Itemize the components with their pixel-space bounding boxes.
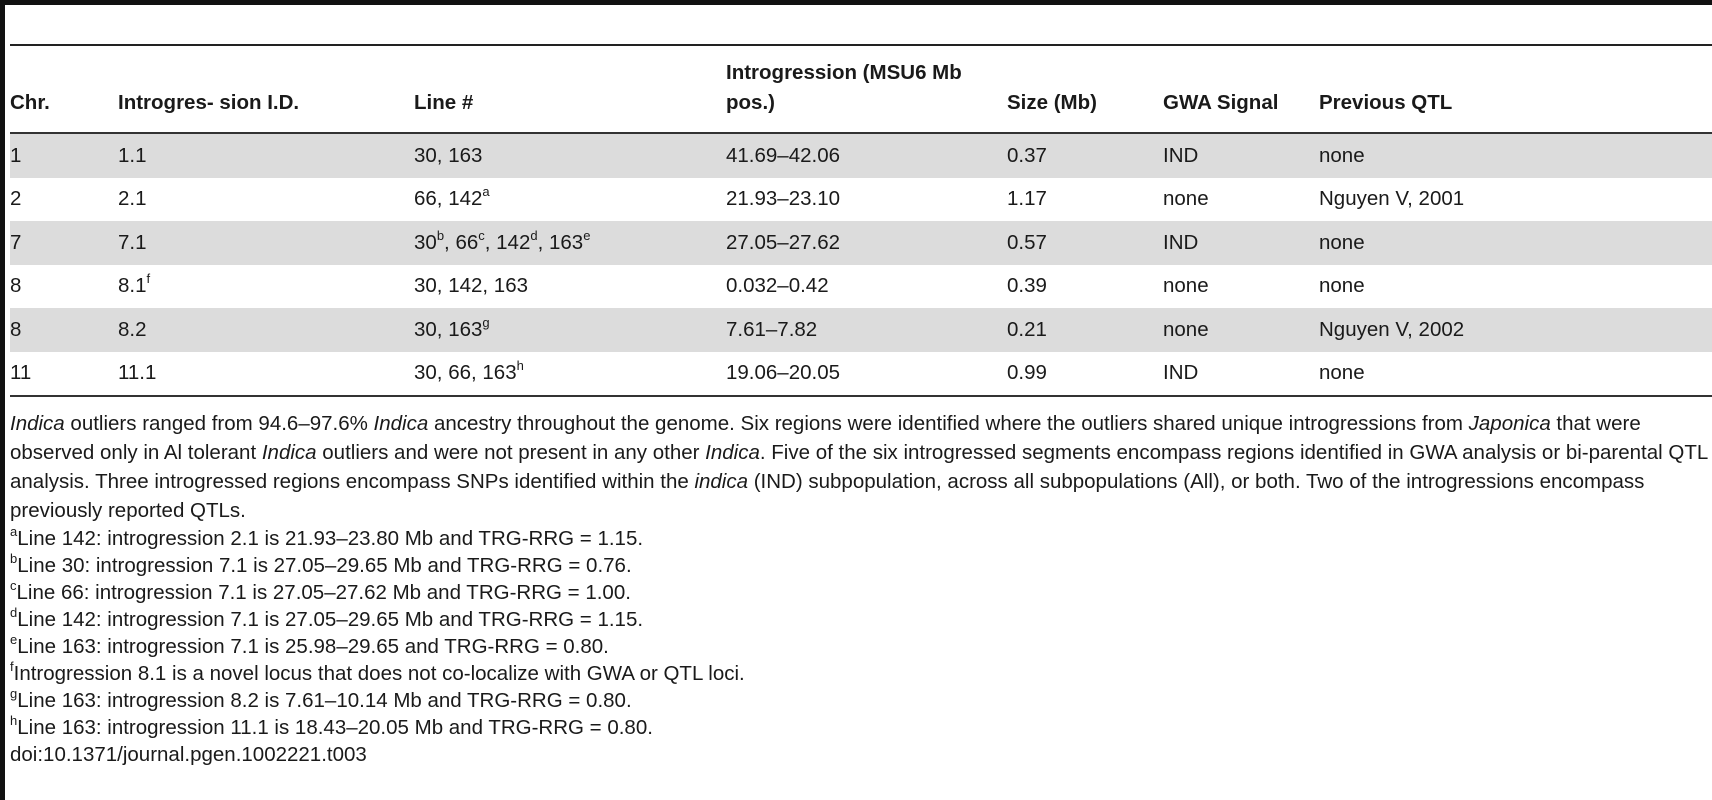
caption-italic-term: Indica bbox=[705, 441, 760, 464]
cell-chr bbox=[10, 265, 118, 309]
footnote-mark: d bbox=[10, 605, 18, 620]
cell-position bbox=[726, 352, 1007, 397]
caption-text: that were observed only in Al tolerant bbox=[10, 412, 1641, 464]
cell-position-text: 19.06–20.05 bbox=[726, 361, 841, 385]
introgression-table bbox=[10, 44, 1712, 397]
footnote bbox=[10, 579, 1710, 606]
table-notes bbox=[10, 409, 1710, 768]
cell-id-text: 7.1 bbox=[118, 230, 147, 254]
cell-size-text: 1.17 bbox=[1007, 187, 1047, 211]
footnote-text: Line 163: introgression 8.2 is 7.61–10.14 Mb and TRG-RRG = 0.80. bbox=[17, 689, 632, 712]
cell-introgression-id bbox=[118, 352, 414, 397]
cell-position-text: 21.93–23.10 bbox=[726, 187, 841, 211]
table-header-row bbox=[10, 45, 1712, 133]
cell-size bbox=[1007, 221, 1163, 265]
cell-previous-qtl bbox=[1319, 178, 1712, 222]
caption-text: (IND) subpopulation, across all subpopulations (All), or both. Two of the introgressions encompass previously reported QTLs. bbox=[10, 470, 1645, 522]
footnote bbox=[10, 660, 1710, 687]
table-row bbox=[10, 308, 1712, 352]
cell-chr bbox=[10, 308, 118, 352]
footnote-mark: g bbox=[10, 686, 18, 701]
header-line-number: Line # bbox=[414, 91, 474, 114]
cell-line-text: 66, 142 bbox=[414, 187, 483, 211]
cell-chr-text: 7 bbox=[10, 230, 22, 254]
cell-gwa-signal bbox=[1163, 221, 1319, 265]
cell-gwa-signal bbox=[1163, 308, 1319, 352]
cell-gwa-signal bbox=[1163, 352, 1319, 397]
cell-size-text: 0.39 bbox=[1007, 274, 1047, 298]
cell-position-text: 7.61–7.82 bbox=[726, 317, 818, 341]
table-row bbox=[10, 133, 1712, 178]
cell-line-text: 30, 163 bbox=[414, 317, 483, 341]
cell-introgression-id bbox=[118, 308, 414, 352]
cell-gwa-text: IND bbox=[1163, 361, 1199, 385]
cell-chr bbox=[10, 133, 118, 178]
cell-id-text: 11.1 bbox=[118, 361, 157, 385]
footnote-mark: g bbox=[482, 314, 490, 330]
header-gwa-signal: GWA Signal bbox=[1163, 91, 1279, 114]
cell-line-number bbox=[414, 265, 726, 309]
footnote-text: Line 66: introgression 7.1 is 27.05–27.62 Mb and TRG-RRG = 1.00. bbox=[16, 581, 631, 604]
cell-id-text: 2.1 bbox=[118, 187, 147, 211]
cell-position-text: 41.69–42.06 bbox=[726, 143, 841, 167]
caption-text: ancestry throughout the genome. Six regions were identified where the outliers shared unique introgressions from bbox=[428, 412, 1469, 435]
cell-chr bbox=[10, 352, 118, 397]
cell-previous-qtl bbox=[1319, 352, 1712, 397]
cell-size-text: 0.57 bbox=[1007, 230, 1047, 254]
cell-gwa-signal bbox=[1163, 133, 1319, 178]
cell-position-text: 0.032–0.42 bbox=[726, 274, 829, 298]
footnote-text: Line 163: introgression 11.1 is 18.43–20.05 Mb and TRG-RRG = 0.80. bbox=[17, 716, 653, 739]
cell-line-text: , 163 bbox=[537, 230, 584, 254]
footnote-list bbox=[10, 525, 1710, 741]
footnote bbox=[10, 633, 1710, 660]
footnote-text: Line 142: introgression 2.1 is 21.93–23.80 Mb and TRG-RRG = 1.15. bbox=[17, 527, 644, 550]
cell-position bbox=[726, 308, 1007, 352]
cell-previous-qtl bbox=[1319, 221, 1712, 265]
cell-line-text: , 66 bbox=[444, 230, 479, 254]
cell-previous-qtl bbox=[1319, 133, 1712, 178]
cell-line-number bbox=[414, 308, 726, 352]
cell-position-text: 27.05–27.62 bbox=[726, 230, 841, 254]
cell-size-text: 0.21 bbox=[1007, 317, 1047, 341]
cell-size-text: 0.99 bbox=[1007, 361, 1047, 385]
caption-text: . Five of the six introgressed segments encompass regions identified in GWA analysis or bi-parental QTL analysis. Three introgressed regions encompass SNPs identified within the bbox=[10, 441, 1708, 493]
cell-chr-text: 8 bbox=[10, 274, 22, 298]
cell-line-text: 30 bbox=[414, 230, 437, 254]
footnote bbox=[10, 714, 1710, 741]
footnote-text: Line 163: introgression 7.1 is 25.98–29.65 and TRG-RRG = 0.80. bbox=[17, 635, 609, 658]
footnote-mark: h bbox=[10, 713, 18, 728]
cell-gwa-text: IND bbox=[1163, 143, 1199, 167]
cell-position bbox=[726, 265, 1007, 309]
cell-qtl-text: Nguyen V, 2002 bbox=[1319, 317, 1465, 341]
cell-qtl-text: none bbox=[1319, 143, 1365, 167]
cell-position bbox=[726, 178, 1007, 222]
cell-chr-text: 2 bbox=[10, 187, 22, 211]
cell-id-text: 8.2 bbox=[118, 317, 147, 341]
footnote bbox=[10, 552, 1710, 579]
footnote-mark: c bbox=[10, 578, 17, 593]
cell-line-number bbox=[414, 352, 726, 397]
cell-chr-text: 8 bbox=[10, 317, 22, 341]
cell-previous-qtl bbox=[1319, 265, 1712, 309]
caption-italic-term: Indica bbox=[10, 412, 65, 435]
footnote bbox=[10, 687, 1710, 714]
cell-qtl-text: none bbox=[1319, 361, 1365, 385]
cell-size bbox=[1007, 133, 1163, 178]
cell-introgression-id bbox=[118, 265, 414, 309]
table-row bbox=[10, 221, 1712, 265]
footnote-mark: f bbox=[10, 659, 14, 674]
cell-line-number bbox=[414, 178, 726, 222]
cell-qtl-text: Nguyen V, 2001 bbox=[1319, 187, 1465, 211]
top-border-rule bbox=[0, 0, 1712, 5]
table-row bbox=[10, 352, 1712, 397]
footnote-text: Line 30: introgression 7.1 is 27.05–29.65 Mb and TRG-RRG = 0.76. bbox=[17, 554, 632, 577]
cell-qtl-text: none bbox=[1319, 274, 1365, 298]
table-row bbox=[10, 265, 1712, 309]
table-row bbox=[10, 178, 1712, 222]
cell-line-text: 30, 163 bbox=[414, 143, 483, 167]
cell-size bbox=[1007, 352, 1163, 397]
cell-chr bbox=[10, 221, 118, 265]
footnote-mark: d bbox=[530, 227, 538, 243]
footnote-mark: b bbox=[436, 227, 445, 243]
caption-italic-term: indica bbox=[694, 470, 749, 493]
footnote-mark: e bbox=[10, 632, 18, 647]
footnote-mark: e bbox=[583, 227, 591, 243]
footnote-mark: f bbox=[146, 271, 151, 287]
cell-line-text: 30, 142, 163 bbox=[414, 274, 528, 298]
cell-id-text: 1.1 bbox=[118, 143, 147, 167]
doi-text: doi:10.1371/journal.pgen.1002221.t003 bbox=[10, 743, 367, 766]
footnote-mark: a bbox=[10, 524, 18, 539]
caption-text: outliers ranged from 94.6–97.6% bbox=[64, 412, 374, 435]
cell-gwa-text: none bbox=[1163, 274, 1209, 298]
cell-id-text: 8.1 bbox=[118, 274, 147, 298]
cell-qtl-text: none bbox=[1319, 230, 1365, 254]
footnote bbox=[10, 525, 1710, 552]
cell-position bbox=[726, 133, 1007, 178]
cell-line-text: 30, 66, 163 bbox=[414, 361, 517, 385]
footnote-mark: h bbox=[516, 358, 524, 374]
caption-italic-term: Japonica bbox=[1468, 412, 1551, 435]
cell-introgression-id bbox=[118, 178, 414, 222]
footnote-mark: c bbox=[478, 227, 485, 243]
cell-line-number bbox=[414, 133, 726, 178]
cell-size bbox=[1007, 265, 1163, 309]
caption-text: outliers and were not present in any other bbox=[316, 441, 706, 464]
cell-introgression-id bbox=[118, 221, 414, 265]
cell-gwa-text: none bbox=[1163, 317, 1209, 341]
cell-previous-qtl bbox=[1319, 308, 1712, 352]
cell-gwa-text: IND bbox=[1163, 230, 1199, 254]
left-border-rule bbox=[0, 0, 5, 800]
header-previous-qtl: Previous QTL bbox=[1319, 91, 1453, 114]
cell-chr-text: 1 bbox=[10, 143, 22, 167]
header-introgression-position: Introgression (MSU6 Mb pos.) bbox=[726, 61, 962, 114]
caption-italic-term: Indica bbox=[261, 441, 317, 464]
header-introgression-id: Introgres- sion I.D. bbox=[118, 91, 300, 114]
footnote bbox=[10, 606, 1710, 633]
footnote-mark: a bbox=[482, 184, 490, 200]
cell-introgression-id bbox=[118, 133, 414, 178]
cell-gwa-signal bbox=[1163, 178, 1319, 222]
header-chr: Chr. bbox=[10, 91, 50, 114]
cell-line-text: , 142 bbox=[484, 230, 531, 254]
caption-italic-term: Indica bbox=[373, 412, 429, 435]
header-size: Size (Mb) bbox=[1007, 91, 1097, 114]
footnote-text: Introgression 8.1 is a novel locus that does not co-localize with GWA or QTL loci. bbox=[13, 662, 745, 685]
cell-chr bbox=[10, 178, 118, 222]
caption-paragraph bbox=[10, 409, 1710, 525]
cell-size bbox=[1007, 308, 1163, 352]
footnote-mark: b bbox=[10, 551, 18, 566]
cell-gwa-text: none bbox=[1163, 187, 1209, 211]
cell-position bbox=[726, 221, 1007, 265]
footnote-text: Line 142: introgression 7.1 is 27.05–29.65 Mb and TRG-RRG = 1.15. bbox=[17, 608, 644, 631]
cell-size bbox=[1007, 178, 1163, 222]
cell-size-text: 0.37 bbox=[1007, 143, 1047, 167]
cell-line-number bbox=[414, 221, 726, 265]
cell-gwa-signal bbox=[1163, 265, 1319, 309]
table-body bbox=[10, 133, 1712, 396]
cell-chr-text: 11 bbox=[10, 361, 32, 385]
